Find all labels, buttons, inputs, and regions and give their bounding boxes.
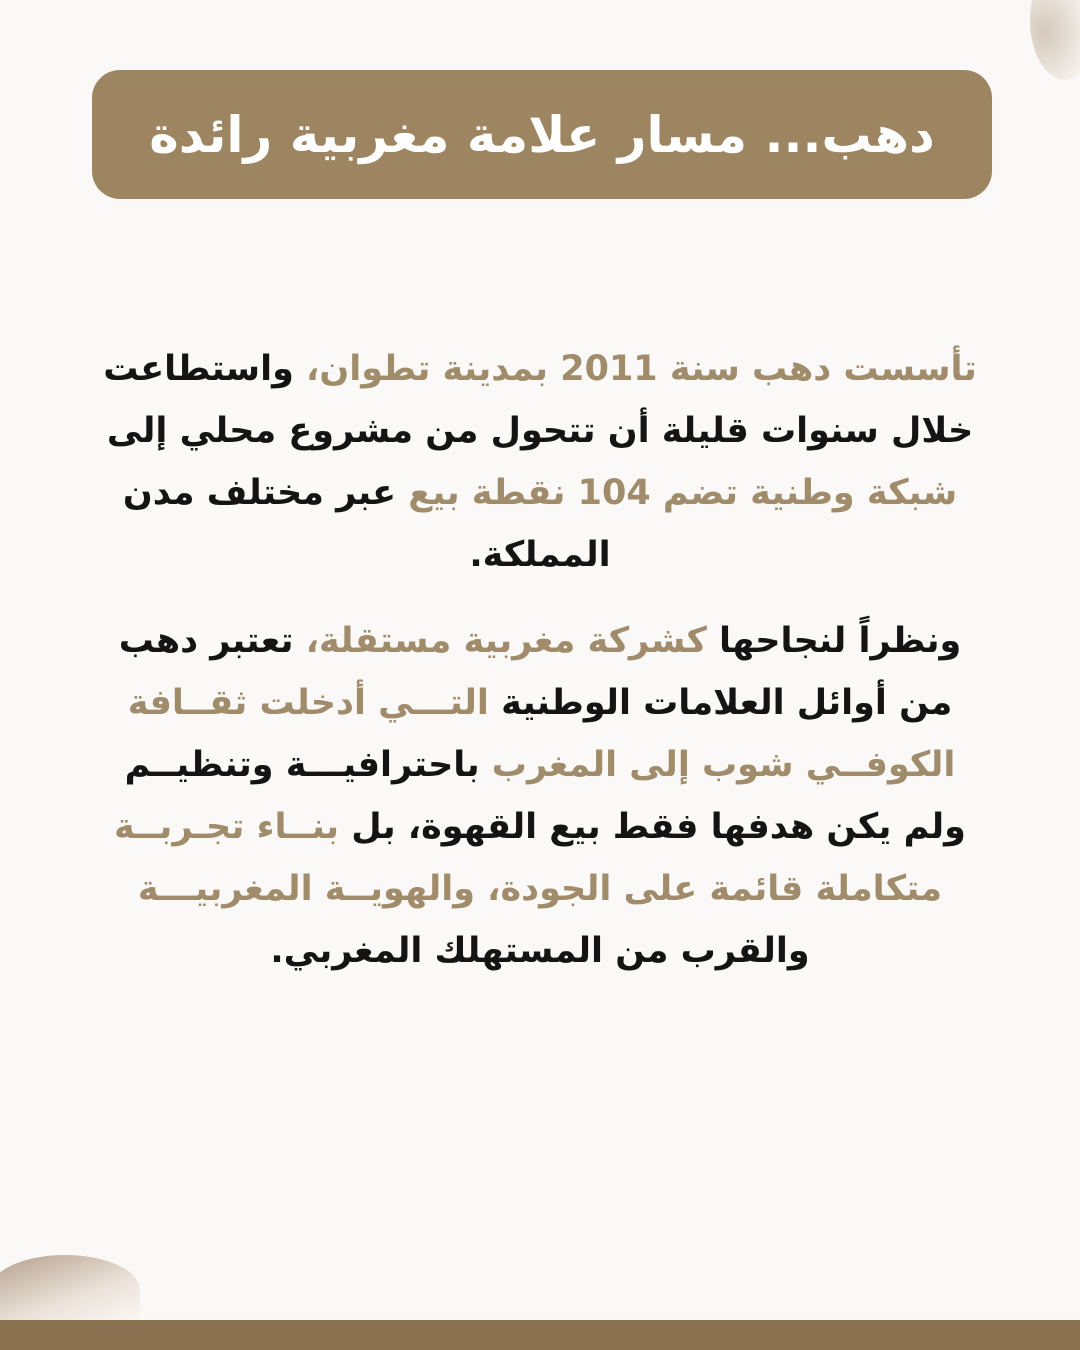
paragraph-founding <box>100 338 980 586</box>
corner-decoration-top-right <box>1030 0 1080 80</box>
paragraph-segment: شبكة وطنية تضم 104 نقطة بيع <box>408 473 958 513</box>
paragraph-segment: تعتبر دهب من أوائل العلامات الوطنية <box>118 621 953 723</box>
paragraph-segment: ونظراً لنجاحها <box>706 621 962 661</box>
paragraph-segment: التـــي أدخلت ثقــافة الكوفــي شوب إلى المغرب <box>127 683 956 785</box>
paragraph-segment: باحترافيـــة وتنظيــم ولم يكن هدفها فقط بيع القهوة، بل <box>124 745 966 847</box>
paragraph-segment: عبر مختلف مدن المملكة. <box>122 473 611 575</box>
coffee-cup-decoration <box>0 1255 140 1325</box>
paragraph-segment: واستطاعت خلال سنوات قليلة أن تتحول من مشروع محلي إلى <box>103 349 974 451</box>
paragraph-segment: تأسست دهب سنة 2011 بمدينة تطوان، <box>306 349 977 389</box>
bottom-bar <box>0 1320 1080 1350</box>
title-banner <box>92 70 992 199</box>
page-title: دهب... مسار علامة مغربية رائدة <box>149 105 935 164</box>
paragraph-segment: بنــاء تجـربــة متكاملة قائمة على الجودة، والهويــة المغربيـــة <box>114 807 943 909</box>
paragraph-segment: والقرب من المستهلك المغربي. <box>270 931 810 971</box>
paragraph-success <box>95 610 985 982</box>
paragraph-segment: كشركة مغربية مستقلة، <box>305 621 707 661</box>
